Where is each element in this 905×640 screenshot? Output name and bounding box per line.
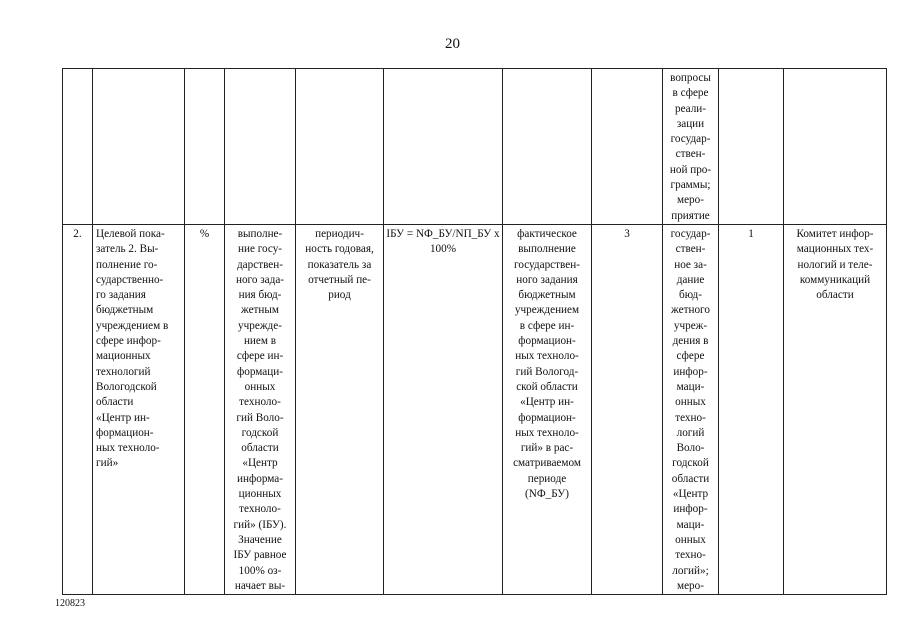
unit-cell [185,225,225,595]
definition: выполне- ние госу- дарствен- ного зада- ния бюд- жетным учрежде- нием в сфере ин- формаци- онных техноло- гий Воло- годской области «Центр информа- ционных техноло- гий» (IБУ). Значение IБУ равное 100% оз- начает вы- [233,228,287,592]
source-cell [663,225,719,595]
periodicity-cell [296,225,384,595]
col10-cell [719,225,784,595]
page-number: 20 [445,36,460,52]
indicator-name: Целевой пока- затель 2. Вы- полнение го- сударственно- го задания бюджетным учреждением в сфере инфор- мационных технологий Вологодской области «Центр ин- формацион- ных техноло- гий» [96,228,169,470]
indicator-table [62,68,887,595]
source: государ- ствен- ное за- дание бюд- жетного учреж- дения в сфере инфор- маци- онных техно- логий Воло- годской области «Центр инфор- маци- онных техно- логий»; меро- [670,228,711,592]
col10-value: 1 [748,228,754,240]
responsible: Комитет инфор- мационных тех- нологий и теле- коммуникаций области [796,228,874,302]
table-cell [93,69,185,225]
table-cell [719,69,784,225]
table-cell [503,69,592,225]
formula-cell [384,225,503,595]
table-cell [384,69,503,225]
row-number: 2. [73,228,82,240]
periodicity: периодич- ность годовая, показатель за отчетный пе- риод [305,228,374,302]
table-cell [185,69,225,225]
table-row-indicator-2 [63,225,887,595]
source-continued-text: вопросы в сфере реали- зации государ- ствен- ной про- граммы; меро- приятие [669,72,712,222]
table-cell [592,69,663,225]
table-cell [225,69,296,225]
basic-indicators: фактическое выполнение государствен- ного задания бюджетным учреждением в сфере ин- формацион- ных техноло- гий Вологод- ской области «Центр ин- формацион- ных техноло- гий» в рас- сматриваемом периоде (NФ_БУ) [513,228,581,501]
definition-cell [225,225,296,595]
table-cell [296,69,384,225]
collection-method: 3 [624,228,630,240]
table-cell-source-continued [663,69,719,225]
row-number-cell [63,225,93,595]
formula: IБУ = NФ_БУ/NП_БУ x 100% [386,228,500,256]
table-row-continuation [63,69,887,225]
indicator-name-cell [93,225,185,595]
document-code: 120823 [55,598,85,609]
table-cell [784,69,887,225]
basic-indicators-cell [503,225,592,595]
responsible-cell [784,225,887,595]
collection-method-cell [592,225,663,595]
unit: % [199,228,210,240]
table-cell [63,69,93,225]
